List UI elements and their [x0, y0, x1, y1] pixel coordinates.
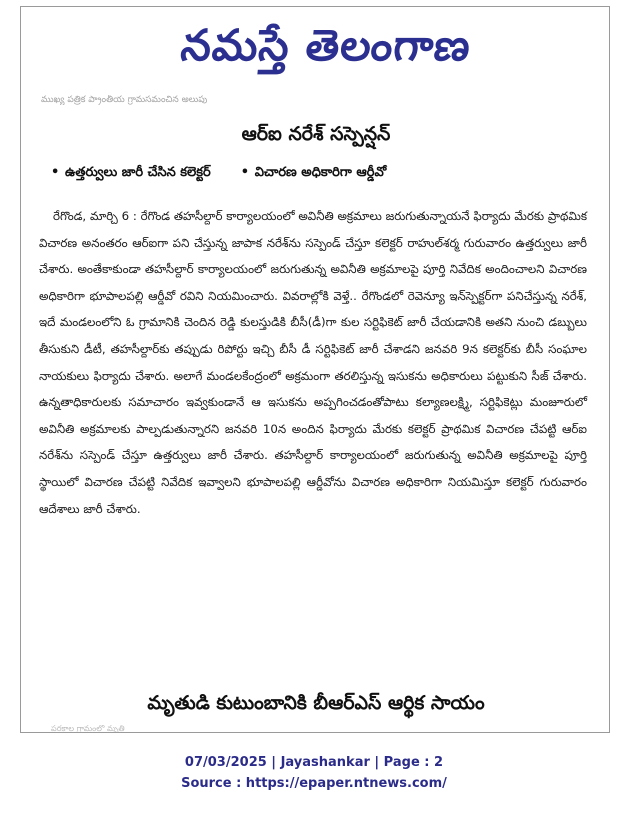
- bullet-icon: •: [240, 165, 250, 180]
- cut-next-article-line: పరకాల గ్రామంలో మృతి: [51, 725, 125, 733]
- article-subheadline: [51, 161, 591, 185]
- footer-source-url: Source : https://epaper.ntnews.com/: [181, 776, 447, 791]
- source-footer: [0, 752, 628, 794]
- newspaper-masthead-logo: నమస్తే తెలంగాణ: [178, 21, 474, 71]
- article-paragraph: రేగొండ, మార్చి 6 : రేగొండ తహసీల్దార్ కార్యాలయంలో అవినీతి అక్రమాలు జరుగుతున్నాయనే ఫిర్యాదు మేరకు ప్రాథమిక విచారణ అనంతరం ఆర్ఐగా పని చేస్తున్న జాపాక నరేశ్‌ను సస్పెండ్ చేస్తూ కలెక్టర్ రాహుల్‌శర్మ గురువారం ఉత్తర్వులు జారీ చేశారు. అంతేకాకుండా తహసీల్దార్ కార్యాలయంలో జరుగుతున్న అవినీతి అక్రమాలపై పూర్తి నివేదిక అందించాలని విచారణ అధికారిగా భూపాలపల్లి ఆర్డీవో రవిని నియమించారు. వివరాల్లోకి వెళ్తే.. రేగొండలో రెవెన్యూ ఇన్‌స్పెక్టర్‌గా పనిచేస్తున్న నరేశ్, ఇదే మండలంలోని ఓ గ్రామానికి చెందిన రెడ్డి కులస్తుడికి బీసీ(డీ)గా కుల సర్టిఫికెట్ జారీ చేయడానికి అతని నుంచి డబ్బులు తీసుకుని డీటీ, తహసీల్దార్‌కు తప్పుడు రిపోర్టు ఇచ్చి బీసీ డీ సర్టిఫికెట్ జారీ చేశాడని జనవరి 9న కలెక్టర్‌కు బీసీ సంఘాల నాయకులు ఫిర్యాదు చేశారు. అలాగే మండలకేంద్రంలో అక్రమంగా తరలిస్తున్న ఇసుకను అధికారులు పట్టుకుని సీజ్ చేశారు. ఉన్నతాధికారులకు సమాచారం ఇవ్వకుండానే ఆ ఇసుకను అప్పగించడంతోపాటు కల్యాణలక్ష్మి, సర్టిఫికెట్లు మంజూరులో అవినీతి అక్రమాలకు పాల్పడుతున్నారని జనవరి 10న అందిన ఫిర్యాదు మేరకు కలెక్టర్ ప్రాథమిక విచారణ చేపట్టి ఆర్ఐ నరేశ్‌ను సస్పెండ్ చేస్తూ ఉత్తర్వులు జారీ చేశారు. తహసీల్దార్ కార్యాలయంలో జరుగుతున్న అవినీతి అక్రమాలపై పూర్తి స్థాయిలో విచారణ చేపట్టి నివేదిక ఇవ్వాలని భూపాలపల్లి ఆర్డీవోను విచారణ అధికారిగా నియమిస్తూ కలెక్టర్ గురువారం ఆదేశాలు జారీ చేశారు.: [39, 209, 587, 516]
- bullet-icon: •: [51, 165, 60, 180]
- cut-previous-article-line: ముఖ్య పత్రిక ప్రా‌ంతీయ గ్రామసమంచిన అలుపు: [41, 95, 208, 105]
- next-article-headline: మృతుడి కుటుంబానికి బీఆర్ఎస్ ఆర్థిక సాయం: [147, 692, 485, 714]
- article-body: [39, 203, 587, 522]
- footer-date-edition-page: 07/03/2025 | Jayashankar | Page : 2: [184, 755, 444, 770]
- article-headline: ఆర్ఐ నరేశ్ సస్పెన్షన్: [241, 123, 391, 145]
- subhead-point-1: ఉత్తర్వులు జారీ చేసిన కలెక్టర్: [65, 165, 211, 180]
- subhead-point-2: విచారణ అధికారిగా ఆర్డీవో: [254, 165, 387, 180]
- newspaper-clipping: [20, 6, 610, 733]
